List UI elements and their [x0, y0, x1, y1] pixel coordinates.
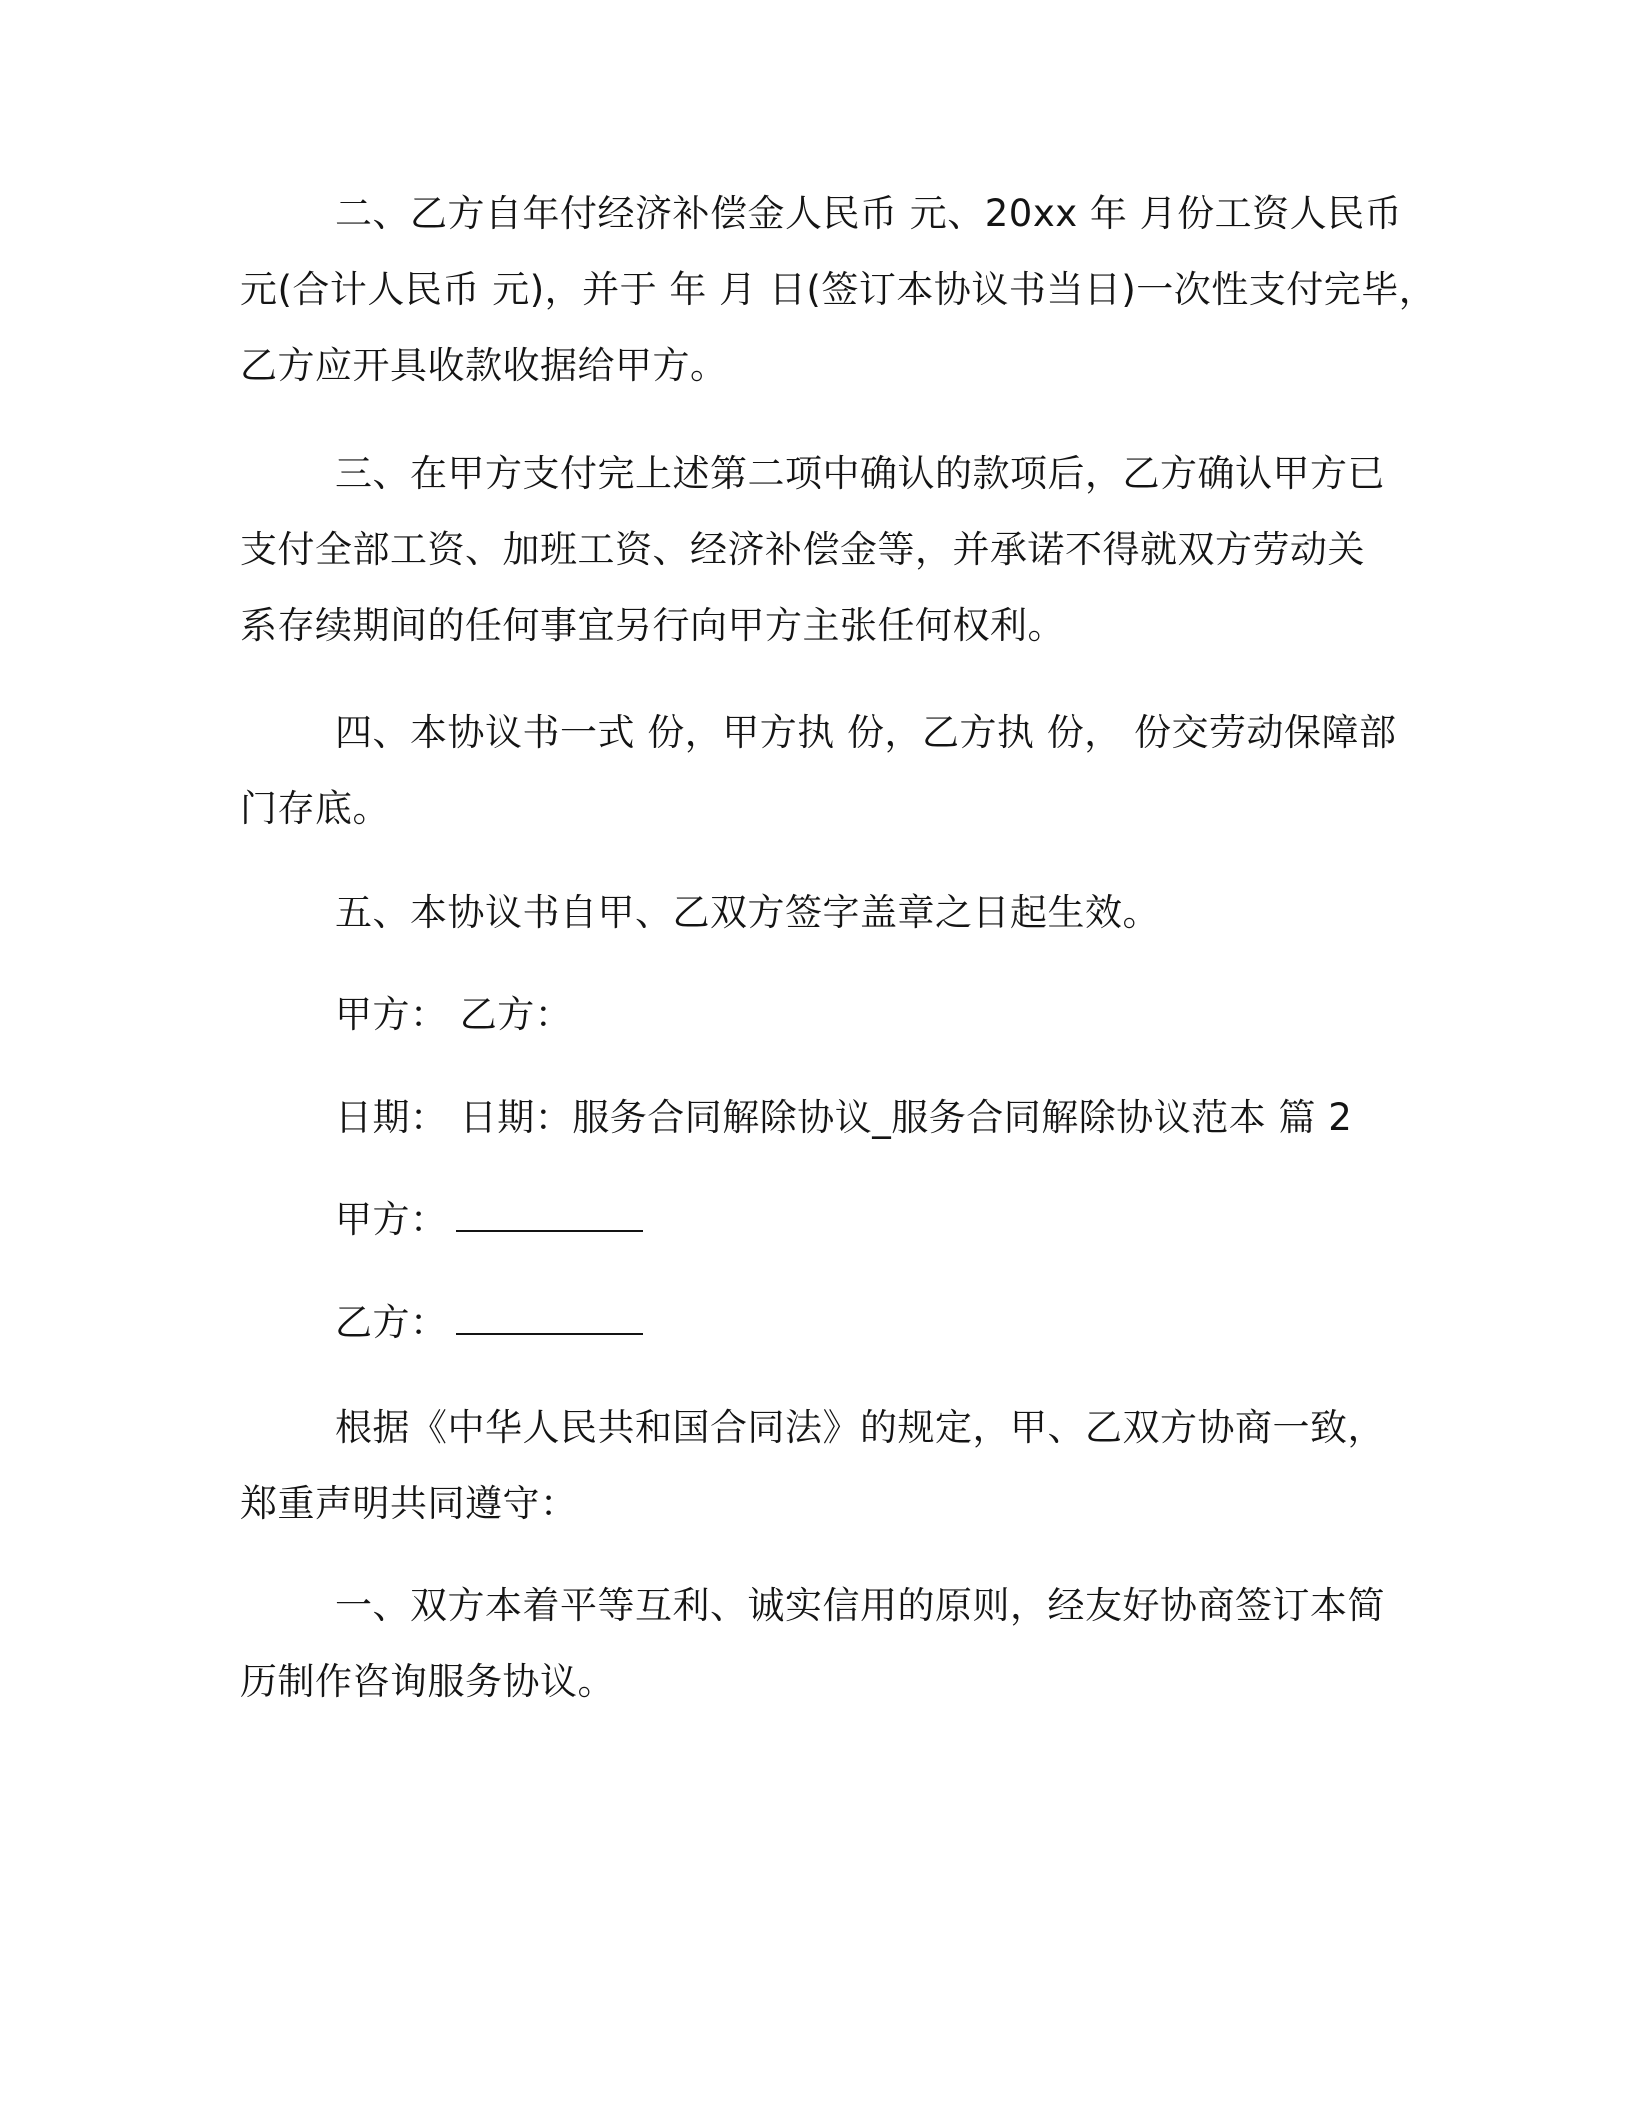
signature-parties: 甲方： 乙方： — [335, 993, 573, 1036]
intro-line-2: 郑重声明共同遵守： — [240, 1482, 578, 1525]
paragraph-2-line-1: 二、乙方自年付经济补偿金人民币 元、20xx 年 月份工资人民币 — [335, 192, 1403, 235]
intro-line-1: 根据《中华人民共和国合同法》的规定，甲、乙双方协商一致， — [335, 1406, 1385, 1449]
clause-1-line-1: 一、双方本着平等互利、诚实信用的原则，经友好协商签订本简 — [335, 1584, 1385, 1627]
paragraph-4-line-2: 门存底。 — [240, 787, 390, 830]
paragraph-3 — [240, 436, 1390, 664]
paragraph-2-line-3: 乙方应开具收款收据给甲方。 — [240, 344, 728, 387]
paragraph-4 — [240, 695, 1397, 847]
clause-1-line-2: 历制作咨询服务协议。 — [240, 1660, 615, 1703]
party-a-line — [335, 1182, 643, 1258]
paragraph-2 — [240, 176, 1437, 404]
party-b-label: 乙方： — [335, 1301, 448, 1344]
paragraph-3-line-3: 系存续期间的任何事宜另行向甲方主张任何权利。 — [240, 604, 1065, 647]
paragraph-4-line-1: 四、本协议书一式 份，甲方执 份，乙方执 份， 份交劳动保障部 — [335, 711, 1397, 754]
signature-dates: 日期： 日期：服务合同解除协议_服务合同解除协议范本 篇 2 — [335, 1096, 1353, 1139]
intro-paragraph — [240, 1390, 1390, 1542]
party-a-label: 甲方： — [335, 1198, 448, 1241]
clause-1 — [240, 1568, 1390, 1720]
paragraph-3-line-1: 三、在甲方支付完上述第二项中确认的款项后，乙方确认甲方已 — [335, 452, 1385, 495]
paragraph-5: 五、本协议书自甲、乙双方签字盖章之日起生效。 — [335, 891, 1160, 934]
paragraph-2-line-2: 元(合计人民币 元)，并于 年 月 日(签订本协议书当日)一次性支付完毕， — [240, 268, 1437, 311]
paragraph-3-line-2: 支付全部工资、加班工资、经济补偿金等，并承诺不得就双方劳动关 — [240, 528, 1365, 571]
party-a-blank — [456, 1200, 643, 1232]
party-b-blank — [456, 1303, 643, 1335]
party-b-line — [335, 1285, 643, 1361]
